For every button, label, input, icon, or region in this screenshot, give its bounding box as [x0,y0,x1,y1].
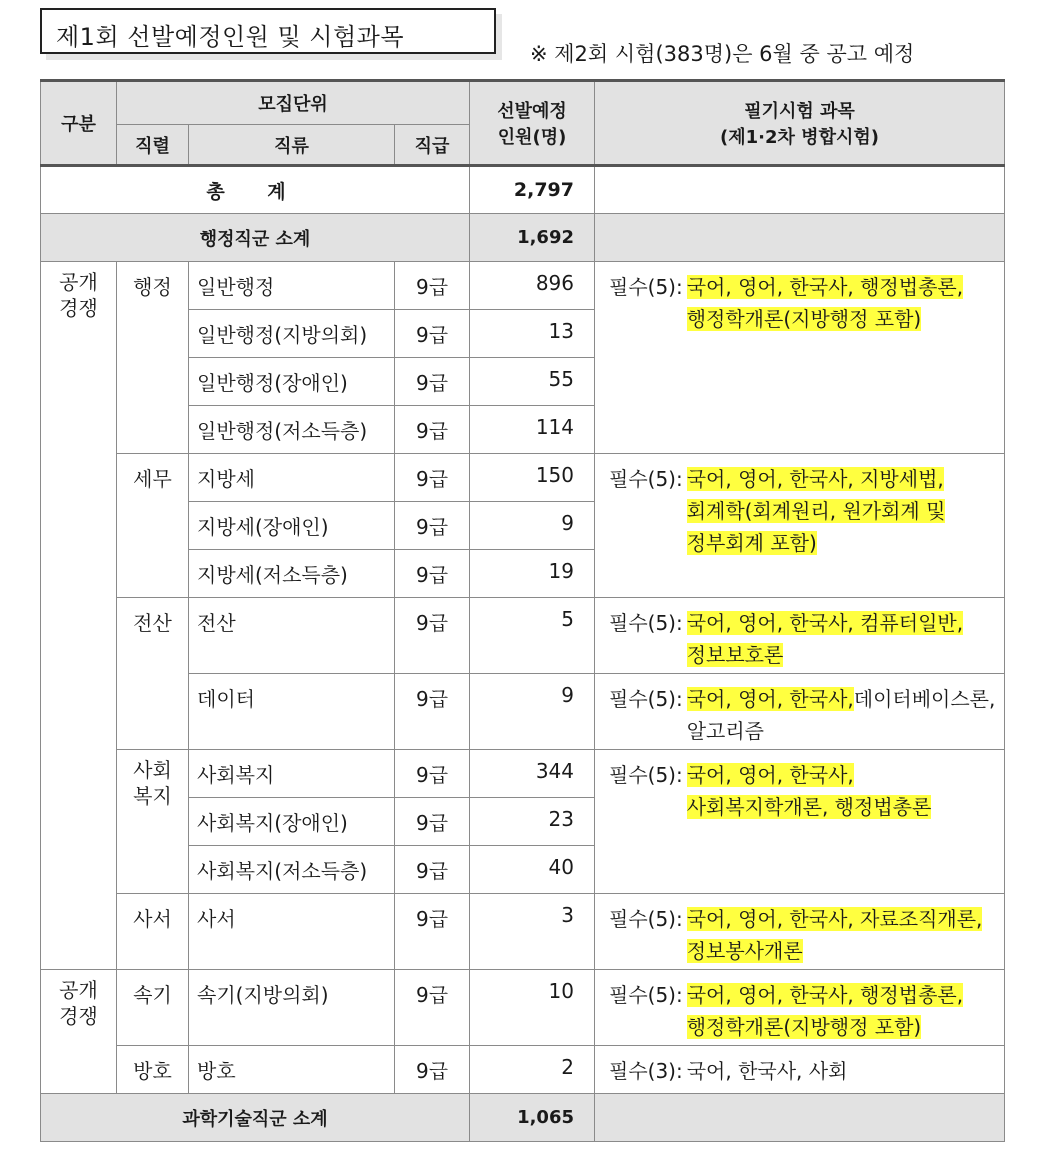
series-cell [117,750,189,894]
count-cell: 13 [470,310,595,358]
subjects-line: 정부회계 포함) [686,531,817,555]
admin-subtotal-row [41,214,1005,262]
count-cell: 2 [470,1046,595,1094]
class-cell: 사회복지(저소득층) [189,846,395,894]
grade-cell: 9급 [395,1046,470,1094]
grade-cell: 9급 [395,846,470,894]
subjects-cell [595,970,1005,1046]
subjects-line: 정보봉사개론 [686,939,803,963]
table-row [41,894,1005,970]
header-series: 직렬 [117,125,189,166]
class-cell: 일반행정(저소득층) [189,406,395,454]
subjects-line: 국어, 영어, 한국사, [686,687,854,711]
group-line1: 공개 [59,978,98,1002]
count-cell: 114 [470,406,595,454]
count-cell: 9 [470,502,595,550]
grade-cell: 9급 [395,454,470,502]
count-cell: 19 [470,550,595,598]
header-count-line1: 선발예정 [497,101,567,122]
grade-cell: 9급 [395,358,470,406]
recruitment-table [40,79,1005,1142]
subjects-prefix: 필수(5): [609,467,683,491]
grade-cell: 9급 [395,502,470,550]
subjects-line: 국어, 영어, 한국사, 컴퓨터일반, [686,611,964,635]
subjects-line: 국어, 영어, 한국사, 행정법총론, [686,275,964,299]
announcement-note: ※ 제2회 시험(383명)은 6월 중 공고 예정 [530,42,915,66]
table-row [41,262,1005,310]
admin-subtotal-value: 1,692 [470,214,595,262]
grade-cell: 9급 [395,550,470,598]
subjects-cell [595,598,1005,674]
grade-cell: 9급 [395,798,470,846]
admin-subtotal-label: 행정직군 소계 [41,214,470,262]
page-title: 제1회 선발예정인원 및 시험과목 [56,23,405,51]
count-cell: 3 [470,894,595,970]
class-cell: 지방세(장애인) [189,502,395,550]
sci-subtotal-empty [595,1094,1005,1142]
subjects-cell [595,750,1005,894]
count-cell: 10 [470,970,595,1046]
class-cell: 일반행정(장애인) [189,358,395,406]
admin-subtotal-empty [595,214,1005,262]
table-row [41,454,1005,502]
subjects-prefix: 필수(5): [609,763,683,787]
grade-cell: 9급 [395,894,470,970]
count-cell: 5 [470,598,595,674]
subjects-cell [595,894,1005,970]
count-cell: 9 [470,674,595,750]
header-category: 구분 [41,81,117,166]
group-line1: 공개 [59,270,98,294]
class-cell: 일반행정(지방의회) [189,310,395,358]
grade-cell: 9급 [395,598,470,674]
subjects-line: 회계학(회계원리, 원가회계 및 [686,499,946,523]
group-line2: 경쟁 [59,296,98,320]
total-row [41,166,1005,214]
subjects-prefix: 필수(5): [609,275,683,299]
header-class: 직류 [189,125,395,166]
series-line2: 복지 [133,784,172,808]
subjects-prefix: 필수(5): [609,907,683,931]
subjects-prefix: 필수(5): [609,611,683,635]
group-line2: 경쟁 [59,1004,98,1028]
subjects-cell [595,262,1005,454]
class-cell: 전산 [189,598,395,674]
table-row [41,970,1005,1046]
series-cell: 사서 [117,894,189,970]
subjects-line: 국어, 영어, 한국사, [686,763,854,787]
total-empty [595,166,1005,214]
series-cell: 행정 [117,262,189,454]
subjects-line: 데이터베이스론, [853,687,996,711]
subjects-line: 국어, 영어, 한국사, 자료조직개론, [686,907,983,931]
title-box [40,8,496,54]
count-cell: 344 [470,750,595,798]
count-cell: 23 [470,798,595,846]
subjects-line: 국어, 영어, 한국사, 지방세법, [686,467,944,491]
header-recruit-unit: 모집단위 [117,81,470,125]
grade-cell: 9급 [395,674,470,750]
table-row [41,750,1005,798]
subjects-line: 정보보호론 [686,643,784,667]
subjects-line: 국어, 한국사, 사회 [686,1059,848,1083]
subjects-prefix: 필수(5): [609,687,683,711]
sci-subtotal-row [41,1094,1005,1142]
header-count [470,81,595,166]
group-open-competition [41,262,117,970]
table-row [41,1046,1005,1094]
group-open-competition [41,970,117,1094]
grade-cell: 9급 [395,406,470,454]
subjects-prefix: 필수(5): [609,983,683,1007]
class-cell: 속기(지방의회) [189,970,395,1046]
count-cell: 896 [470,262,595,310]
header-subjects-line2: (제1·2차 병합시험) [720,127,879,148]
series-cell: 속기 [117,970,189,1046]
header-count-line2: 인원(명) [497,127,567,148]
class-cell: 사회복지(장애인) [189,798,395,846]
subjects-line: 사회복지학개론, 행정법총론 [686,795,932,819]
class-cell: 방호 [189,1046,395,1094]
total-label: 총 계 [41,166,470,214]
table-row [41,598,1005,674]
class-cell: 사회복지 [189,750,395,798]
series-cell: 전산 [117,598,189,750]
series-cell: 세무 [117,454,189,598]
header-subjects [595,81,1005,166]
class-cell: 사서 [189,894,395,970]
header-grade: 직급 [395,125,470,166]
series-cell: 방호 [117,1046,189,1094]
count-cell: 55 [470,358,595,406]
count-cell: 150 [470,454,595,502]
grade-cell: 9급 [395,750,470,798]
class-cell: 일반행정 [189,262,395,310]
total-value: 2,797 [470,166,595,214]
subjects-line: 행정학개론(지방행정 포함) [686,1015,922,1039]
class-cell: 지방세(저소득층) [189,550,395,598]
subjects-line: 알고리즘 [686,719,764,743]
grade-cell: 9급 [395,262,470,310]
count-cell: 40 [470,846,595,894]
class-cell: 데이터 [189,674,395,750]
subjects-prefix: 필수(3): [609,1059,683,1083]
sci-subtotal-value: 1,065 [470,1094,595,1142]
class-cell: 지방세 [189,454,395,502]
subjects-cell [595,454,1005,598]
subjects-line: 국어, 영어, 한국사, 행정법총론, [686,983,964,1007]
grade-cell: 9급 [395,970,470,1046]
sci-subtotal-label: 과학기술직군 소계 [41,1094,470,1142]
subjects-cell [595,1046,1005,1094]
subjects-line: 행정학개론(지방행정 포함) [686,307,922,331]
subjects-cell [595,674,1005,750]
series-line1: 사회 [133,758,172,782]
grade-cell: 9급 [395,310,470,358]
header-subjects-line1: 필기시험 과목 [744,101,855,122]
